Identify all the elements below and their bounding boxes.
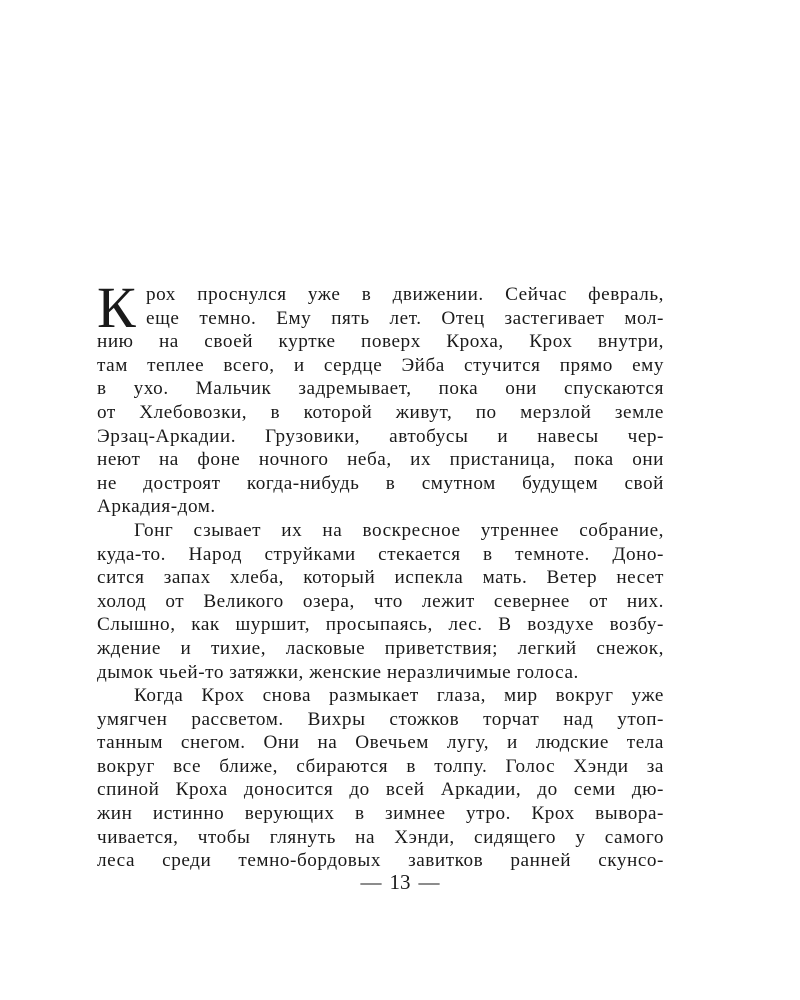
text-line: от Хлебовозки, в которой живут, по мерзлой земле [97,401,664,423]
text-line: леса среди темно-бордовых завитков ранней скунсо- [97,850,664,872]
text-line: ждение и тихие, ласковые приветствия; легкий снежок, [97,637,664,659]
text-line: еще темно. Ему пять лет. Отец застегивает мол- [146,307,664,329]
page-number [0,870,800,894]
text-line: танным снегом. Они на Овечьем лугу, и людские тела [97,732,664,754]
page-number-dash-left: — [360,870,382,894]
text-line: Когда Крох снова размыкает глаза, мир вокруг уже [134,685,664,707]
text-line: нию на своей куртке поверх Кроха, Крох внутри, [97,331,664,353]
text-line: рох проснулся уже в движении. Сейчас февраль, [146,284,664,305]
page-number-value: 13 [389,870,411,894]
body-text [97,275,664,873]
text-line: там теплее всего, и сердце Эйба стучится прямо ему [97,354,664,376]
text-line: дымок чьей-то затяжки, женские неразличимые голоса. [97,661,579,683]
text-line: спиной Кроха доносится до всей Аркадии, до семи дю- [97,779,664,801]
text-line: чивается, чтобы глянуть на Хэнди, сидящего у самого [97,826,664,848]
text-line: в ухо. Мальчик задремывает, пока они спускаются [97,378,664,400]
text-line: умягчен рассветом. Вихры стожков торчат над утоп- [97,708,664,730]
text-line: неют на фоне ночного неба, их пристаница, пока они [97,449,664,471]
drop-cap: К [97,275,136,340]
text-line: Аркадия-дом. [97,496,216,518]
text-line: Слышно, как шуршит, просыпаясь, лес. В воздухе возбу- [97,614,664,636]
text-line: вокруг все ближе, сбираются в толпу. Голос Хэнди за [97,755,664,777]
text-line: жин истинно верующих в зимнее утро. Крох вывора- [97,803,664,825]
text-line: холод от Великого озера, что лежит севернее от них. [97,590,664,612]
text-line: куда-то. Народ струйками стекается в темноте. Доно- [97,543,664,565]
text-line: Эрзац-Аркадии. Грузовики, автобусы и навесы чер- [97,425,664,447]
text-line: сится запах хлеба, который испекла мать. Ветер несет [97,567,664,589]
page-number-dash-right: — [418,870,440,894]
text-line: не достроят когда-нибудь в смутном будущем свой [97,472,664,494]
text-line: Гонг сзывает их на воскресное утреннее собрание, [134,519,664,541]
